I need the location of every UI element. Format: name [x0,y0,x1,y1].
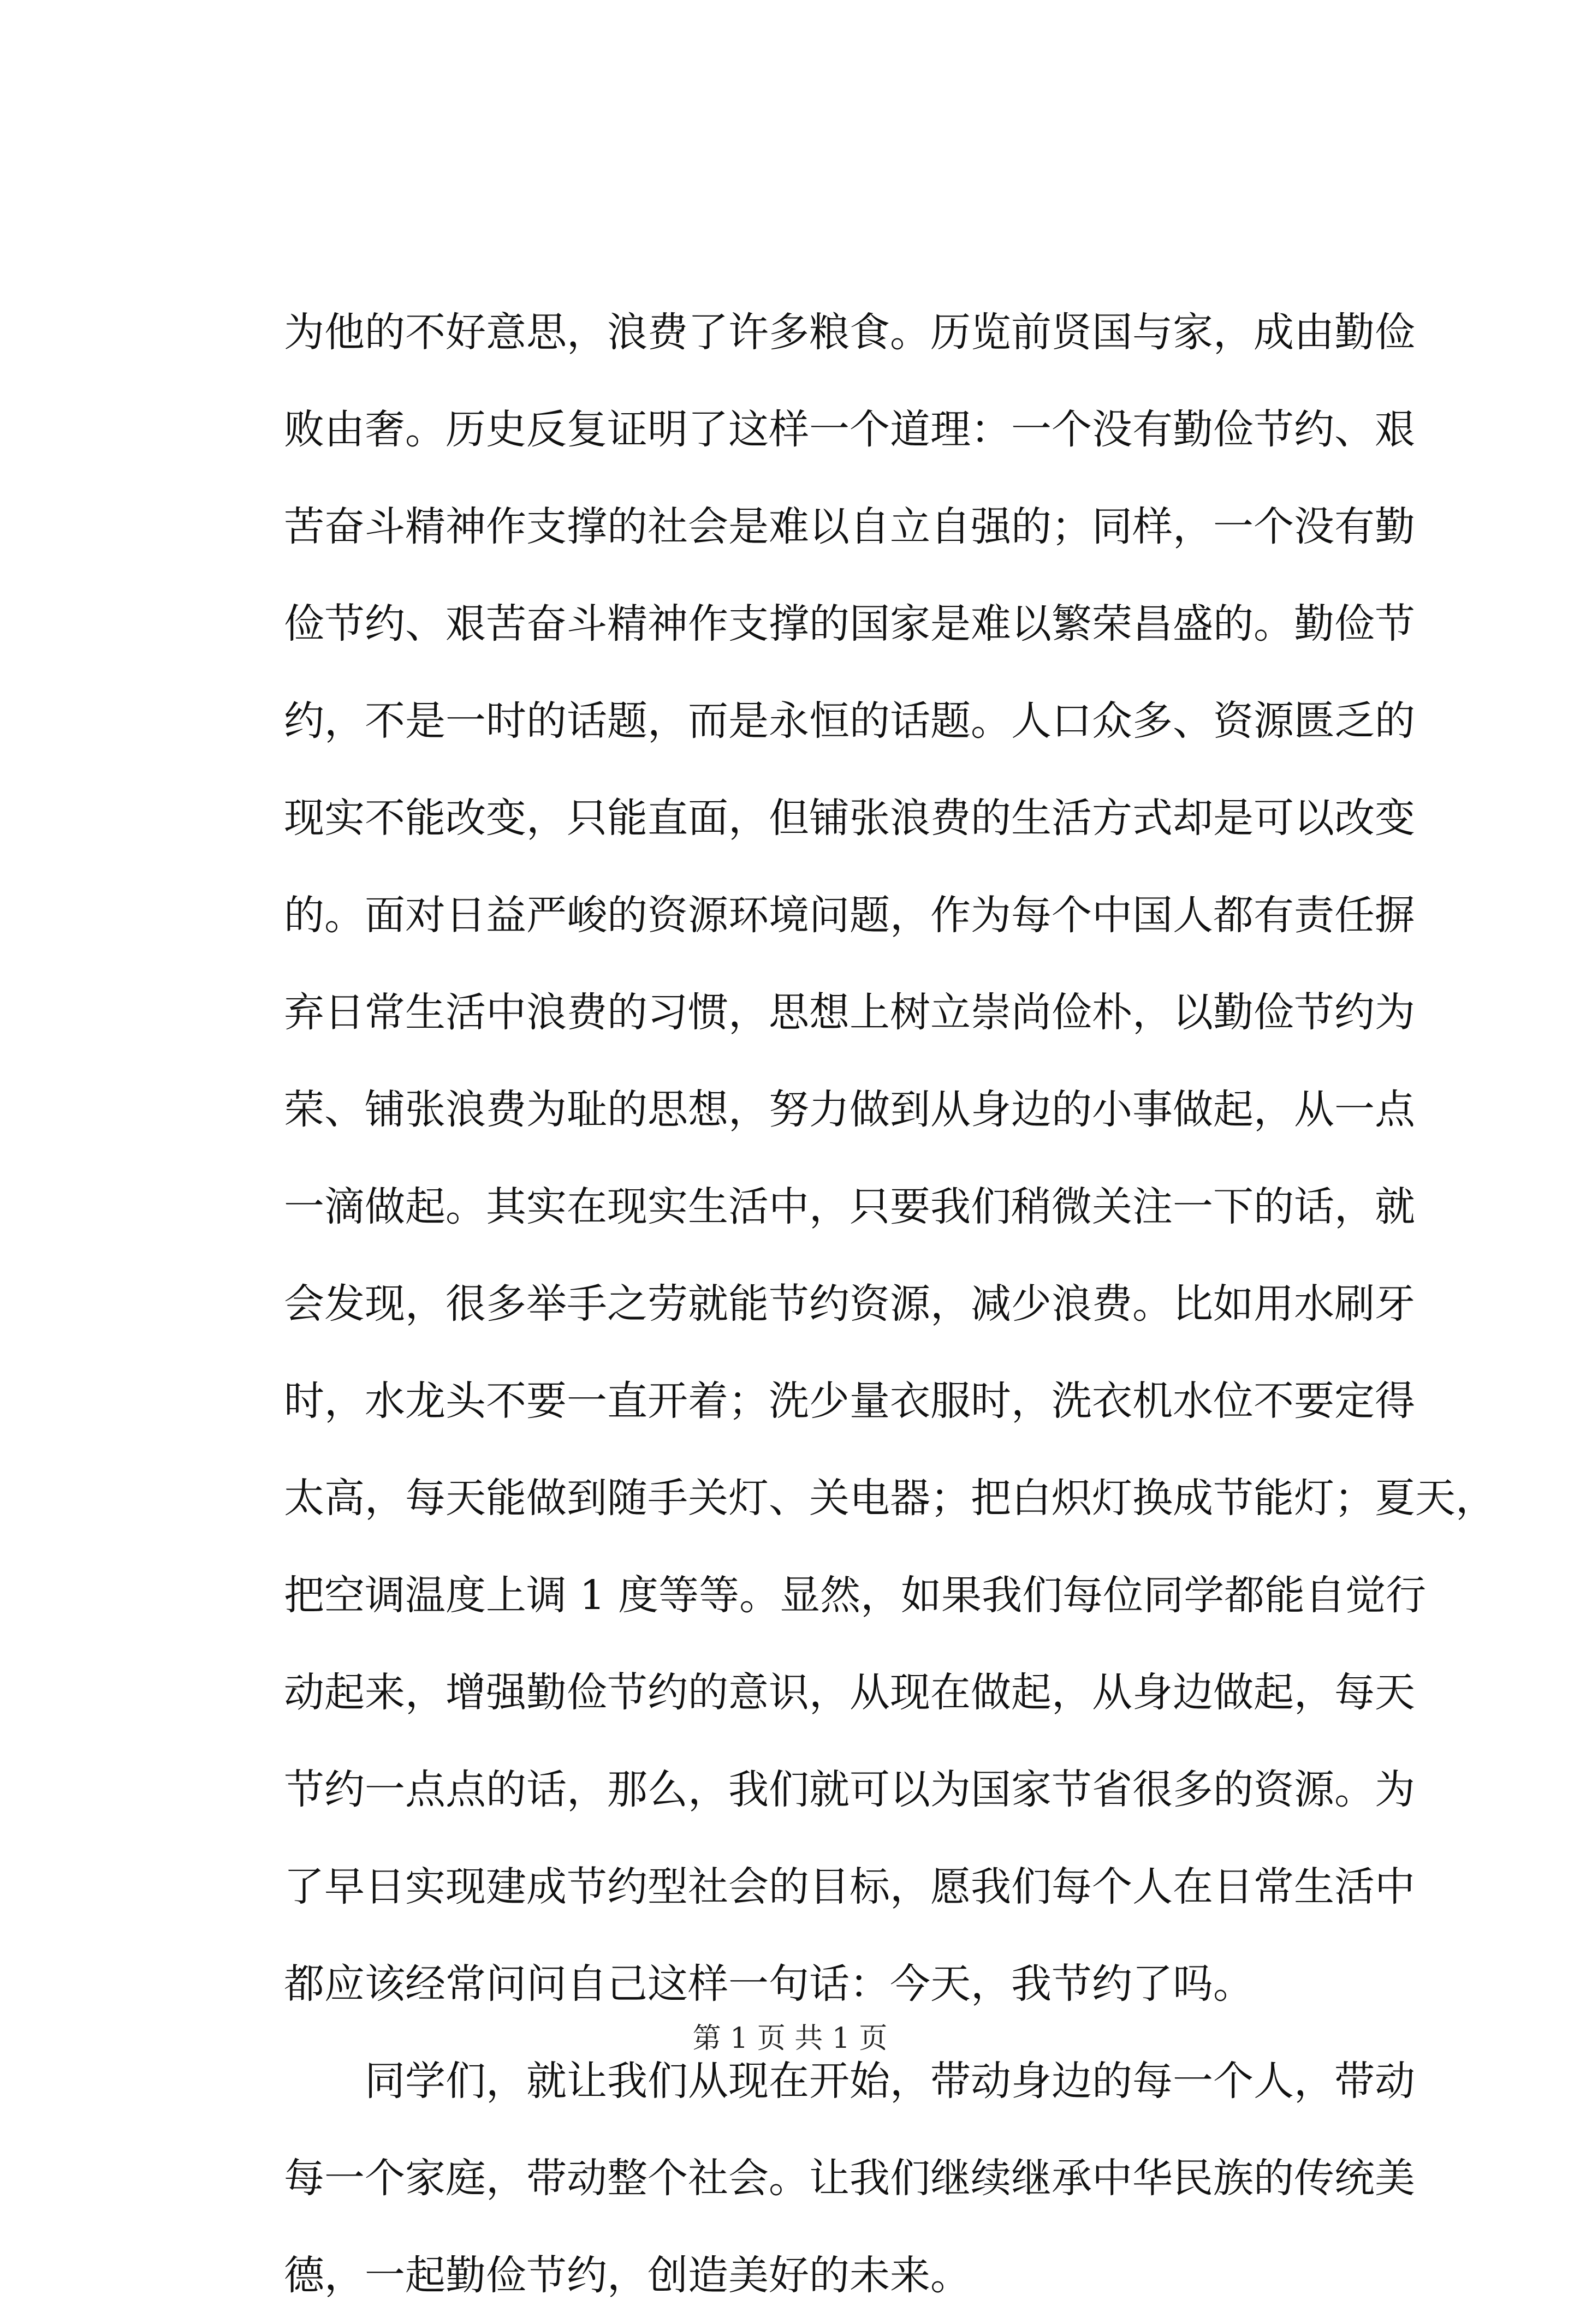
text-line: 会发现，很多举手之劳就能节约资源，减少浪费。比如用水刷牙 [284,1280,1415,1327]
text-line: 为他的不好意思，浪费了许多粮食。历览前贤国与家，成由勤俭 [284,309,1415,356]
text-line: 同学们，就让我们从现在开始，带动身边的每一个人，带动 [284,2058,1415,2105]
page-footer: 第 1 页 共 1 页 [692,2022,888,2055]
text-line: 荣、铺张浪费为耻的思想，努力做到从身边的小事做起，从一点 [284,1086,1415,1133]
text-line: 都应该经常问问自己这样一句话：今天，我节约了吗。 [284,1960,1254,2007]
text-line: 动起来，增强勤俭节约的意识，从现在做起，从身边做起，每天 [284,1669,1415,1716]
text-line: 德，一起勤俭节约，创造美好的未来。 [284,2252,971,2299]
text-line: 俭节约、艰苦奋斗精神作支撑的国家是难以繁荣昌盛的。勤俭节 [284,600,1415,647]
text-line: 苦奋斗精神作支撑的社会是难以自立自强的；同样，一个没有勤 [284,503,1415,550]
text-line: 节约一点点的话，那么，我们就可以为国家节省很多的资源。为 [284,1766,1415,1813]
document-body [284,284,1496,2324]
text-line: 一滴做起。其实在现实生活中，只要我们稍微关注一下的话，就 [284,1183,1415,1230]
text-line: 太高，每天能做到随手关灯、关电器；把白炽灯换成节能灯；夏天， [284,1475,1496,1522]
text-line: 把空调温度上调 1 度等等。显然，如果我们每位同学都能自觉行 [284,1572,1427,1619]
text-line: 弃日常生活中浪费的习惯，思想上树立崇尚俭朴，以勤俭节约为 [284,989,1415,1036]
text-line: 的。面对日益严峻的资源环境问题，作为每个中国人都有责任摒 [284,892,1415,939]
text-line: 时，水龙头不要一直开着；洗少量衣服时，洗衣机水位不要定得 [284,1378,1415,1425]
text-line: 现实不能改变，只能直面，但铺张浪费的生活方式却是可以改变 [284,795,1415,842]
text-line: 了早日实现建成节约型社会的目标，愿我们每个人在日常生活中 [284,1863,1415,1910]
paragraph-2 [284,2033,1415,2324]
paragraph-1 [284,284,1496,2033]
text-line: 每一个家庭，带动整个社会。让我们继续继承中华民族的传统美 [284,2155,1415,2202]
text-line: 败由奢。历史反复证明了这样一个道理：一个没有勤俭节约、艰 [284,406,1415,453]
text-line: 约，不是一时的话题，而是永恒的话题。人口众多、资源匮乏的 [284,698,1415,744]
